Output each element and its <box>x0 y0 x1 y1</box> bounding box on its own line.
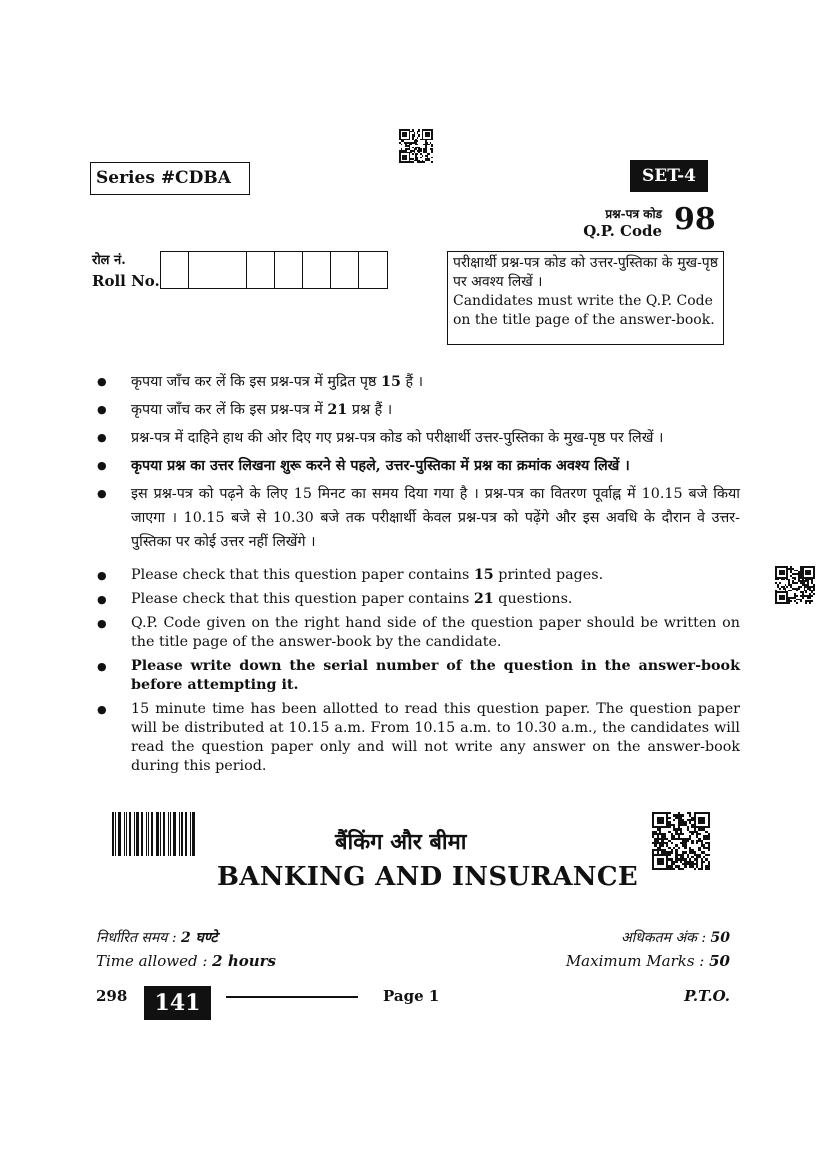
subject-title-hindi: बैंकिंग और बीमा <box>335 829 467 855</box>
roll-no-label-hindi: रोल नं. <box>92 253 126 268</box>
roll-digit-box[interactable] <box>161 252 189 288</box>
qr-code-icon <box>775 566 815 604</box>
qp-code-notice-box <box>447 251 724 345</box>
qp-code-label-hindi: प्रश्न-पत्र कोड <box>605 207 662 221</box>
instructions-hindi <box>95 370 740 558</box>
list-item: ● Please check that this question paper contains 21 questions. <box>95 590 740 609</box>
qr-code-icon <box>399 129 433 163</box>
series-label: Series #CDBA <box>90 162 250 195</box>
roll-digit-box[interactable] <box>189 252 247 288</box>
list-item: ● कृपया जाँच कर लें कि इस प्रश्न-पत्र में 21 प्रश्न हैं । <box>95 398 740 422</box>
paper-code-box: 141 <box>144 986 211 1020</box>
subject-title: BANKING AND INSURANCE <box>217 862 638 892</box>
list-item: ● प्रश्न-पत्र में दाहिने हाथ की ओर दिए गए प्रश्न-पत्र कोड को परीक्षार्थी उत्तर-पुस्तिका के मुख-पृष्ठ पर लिखें । <box>95 426 740 450</box>
page-number: Page 1 <box>383 987 440 1005</box>
list-item: ● 15 minute time has been allotted to read this question paper. The question paper will be distributed at 10.15 a.m. From 10.15 a.m. to 10.30 a.m., the candidates will read the question paper only and will not write any answer on the answer-book during this period. <box>95 700 740 776</box>
roll-digit-box[interactable] <box>303 252 331 288</box>
notice-hindi: परीक्षार्थी प्रश्न-पत्र कोड को उत्तर-पुस्तिका के मुख-पृष्ठ पर अवश्य लिखें । <box>453 255 718 290</box>
list-item: ● Please check that this question paper contains 15 printed pages. <box>95 566 740 585</box>
list-item: ● Q.P. Code given on the right hand side of the question paper should be written on the title page of the answer-book by the candidate. <box>95 614 740 652</box>
barcode-icon <box>112 812 208 856</box>
qr-code-icon <box>652 812 710 870</box>
time-allowed-hindi: निर्धारित समय : 2 घण्टे <box>96 930 218 946</box>
list-item: ● इस प्रश्न-पत्र को पढ़ने के लिए 15 मिनट का समय दिया गया है । प्रश्न-पत्र का वितरण पूर्वाह्न में 10.15 बजे किया जाएगा । 10.15 बजे से 10.30 बजे तक परीक्षार्थी केवल प्रश्न-पत्र को पढ़ेंगे और इस अवधि के दौरान वे उत्तर-पुस्तिका पर कोई उत्तर नहीं लिखेंगे । <box>95 482 740 554</box>
qp-code-label: Q.P. Code <box>583 222 662 240</box>
roll-digit-box[interactable] <box>275 252 303 288</box>
roll-no-boxes[interactable] <box>160 251 388 289</box>
pto-label: P.T.O. <box>684 987 730 1005</box>
list-item: ● कृपया जाँच कर लें कि इस प्रश्न-पत्र में मुद्रित पृष्ठ 15 हैं । <box>95 370 740 394</box>
instructions-english <box>95 566 740 781</box>
maximum-marks: Maximum Marks : 50 <box>565 952 730 970</box>
roll-digit-box[interactable] <box>359 252 387 288</box>
roll-no-label: Roll No. <box>92 272 160 290</box>
roll-digit-box[interactable] <box>331 252 359 288</box>
time-allowed: Time allowed : 2 hours <box>96 952 276 970</box>
list-item: ● Please write down the serial number of the question in the answer-book before attempting it. <box>95 657 740 695</box>
qp-code-number: 98 <box>674 202 716 237</box>
set-badge: SET-4 <box>630 160 708 192</box>
list-item: ● कृपया प्रश्न का उत्तर लिखना शुरू करने से पहले, उत्तर-पुस्तिका में प्रश्न का क्रमांक अवश्य लिखें । <box>95 454 740 478</box>
notice-english: Candidates must write the Q.P. Code on the title page of the answer-book. <box>453 293 715 328</box>
divider <box>226 996 358 998</box>
roll-digit-box[interactable] <box>247 252 275 288</box>
maximum-marks-hindi: अधिकतम अंक : 50 <box>620 930 730 946</box>
paper-code: 298 <box>96 987 128 1005</box>
